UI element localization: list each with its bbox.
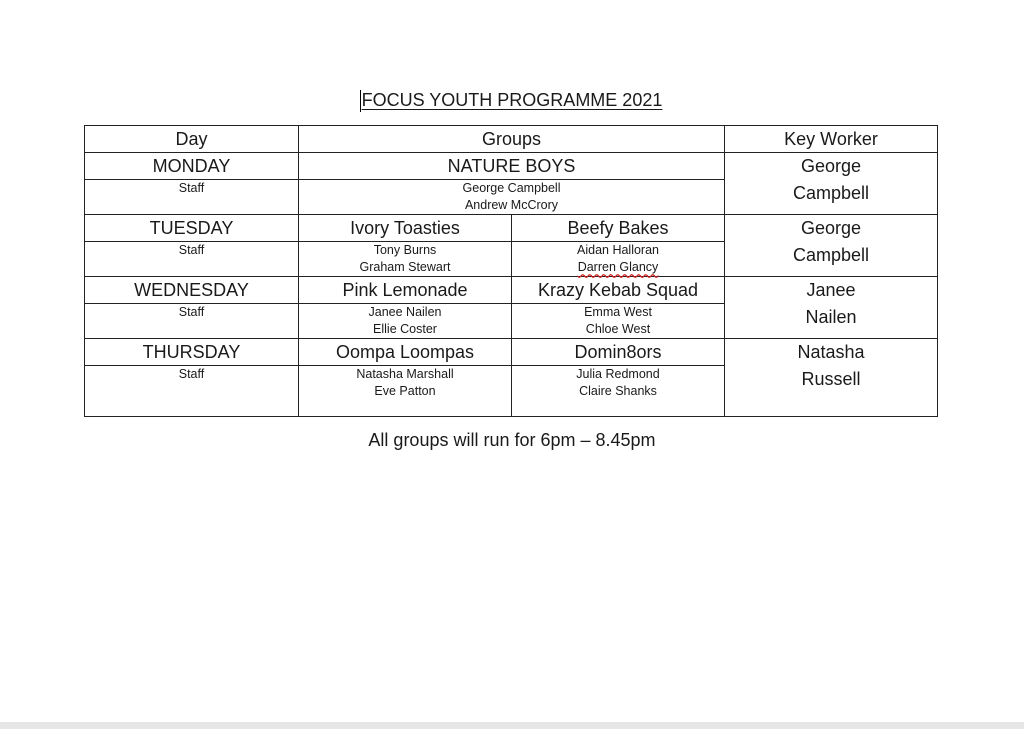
staff-name: Andrew McCrory: [464, 198, 559, 212]
key-worker-first: George: [800, 156, 862, 176]
key-worker-cell: [725, 277, 938, 339]
staff-name: Janee Nailen: [368, 305, 442, 319]
staff-name: Aidan Halloran: [577, 243, 659, 257]
header-row: [85, 126, 938, 153]
document-title: [0, 89, 1024, 111]
title-text: FOCUS YOUTH PROGRAMME 2021: [361, 90, 663, 110]
group-cell: NATURE BOYS: [299, 153, 725, 180]
key-worker-first: Natasha: [797, 342, 865, 362]
group-cell: Beefy Bakes: [512, 215, 725, 242]
staff-label: Staff: [85, 366, 299, 417]
day-row-thursday: [85, 339, 938, 366]
staff-name-spellcheck: Darren Glancy: [577, 260, 659, 274]
page-gap: [0, 722, 1024, 729]
header-key-worker: Key Worker: [725, 126, 938, 153]
staff-cell: [512, 242, 725, 277]
key-worker-last: Campbell: [792, 183, 870, 203]
day-cell: THURSDAY: [85, 339, 299, 366]
staff-name: Emma West: [584, 305, 652, 319]
staff-name: Natasha Marshall: [356, 367, 454, 381]
group-cell: Krazy Kebab Squad: [512, 277, 725, 304]
text-cursor: [360, 90, 361, 112]
staff-cell: [512, 366, 725, 417]
key-worker-first: George: [800, 218, 862, 238]
day-row-tuesday: [85, 215, 938, 242]
day-row-monday: [85, 153, 938, 180]
staff-label: Staff: [85, 180, 299, 215]
staff-cell: [299, 366, 512, 417]
staff-label: Staff: [85, 242, 299, 277]
key-worker-last: Campbell: [792, 245, 870, 265]
group-cell: Domin8ors: [512, 339, 725, 366]
group-cell: Oompa Loompas: [299, 339, 512, 366]
staff-cell: [299, 304, 512, 339]
key-worker-first: Janee: [806, 280, 856, 300]
staff-name: Claire Shanks: [579, 384, 657, 398]
footer-note: All groups will run for 6pm – 8.45pm: [368, 430, 656, 450]
key-worker-last: Russell: [801, 369, 861, 389]
staff-cell: [512, 304, 725, 339]
day-row-wednesday: [85, 277, 938, 304]
staff-name: Ellie Coster: [373, 322, 437, 336]
key-worker-cell: [725, 339, 938, 417]
header-groups: Groups: [299, 126, 725, 153]
header-day: Day: [85, 126, 299, 153]
key-worker-cell: [725, 215, 938, 277]
staff-name: Eve Patton: [374, 384, 436, 398]
staff-label: Staff: [85, 304, 299, 339]
staff-name: Julia Redmond: [576, 367, 660, 381]
staff-name: George Campbell: [462, 181, 561, 195]
key-worker-last: Nailen: [805, 307, 857, 327]
staff-name: Tony Burns: [373, 243, 437, 257]
group-cell: Ivory Toasties: [299, 215, 512, 242]
staff-cell: [299, 180, 725, 215]
schedule-table: [84, 125, 938, 417]
day-cell: TUESDAY: [85, 215, 299, 242]
staff-name: Graham Stewart: [359, 260, 451, 274]
day-cell: MONDAY: [85, 153, 299, 180]
staff-name: Chloe West: [585, 322, 651, 336]
staff-cell: [299, 242, 512, 277]
key-worker-cell: [725, 153, 938, 215]
day-cell: WEDNESDAY: [85, 277, 299, 304]
group-cell: Pink Lemonade: [299, 277, 512, 304]
